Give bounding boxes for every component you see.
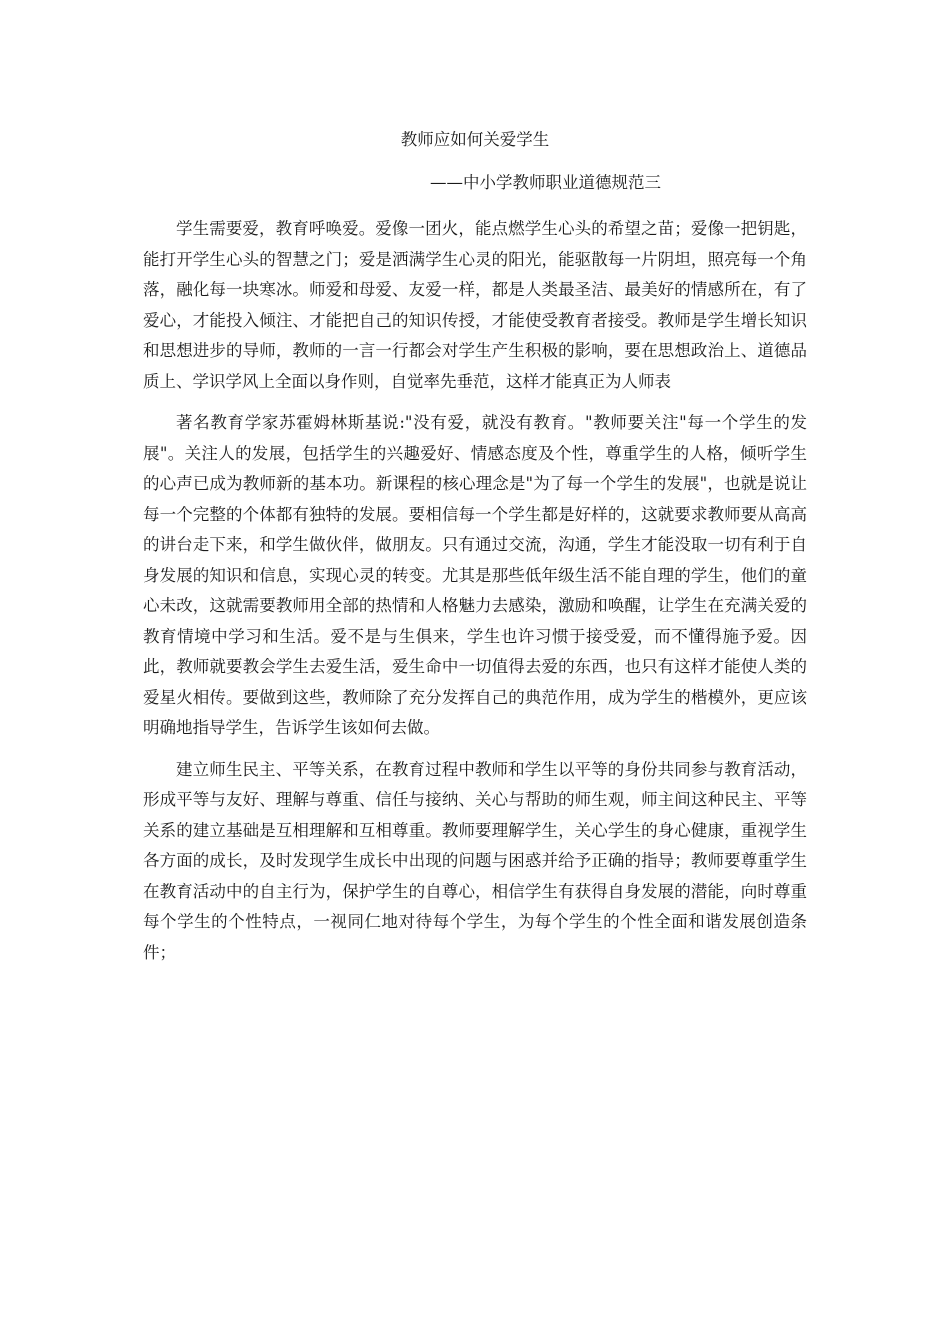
document-title: 教师应如何关爱学生 xyxy=(400,130,550,149)
paragraph-1: 学生需要爱，教育呼唤爱。爱像一团火，能点燃学生心头的希望之苗；爱像一把钥匙，能打开学生心头的智慧之门；爱是洒满学生心灵的阳光，能驱散每一片阴坦，照亮每一个角落，融化每一块寒冰。师爱和母爱、友爱一样，都是人类最圣洁、最美好的情感所在，有了爱心，才能投入倾注、才能把自己的知识传授，才能使受教育者接受。教师是学生增长知识和思想进步的导师，教师的一言一行都会对学生产生积极的影响，要在思想政治上、道德品质上、学识学风上全面以身作则，自觉率先垂范，这样才能真正为人师表 xyxy=(143,219,807,391)
document-body xyxy=(143,214,807,968)
paragraph-2: 著名教育学家苏霍姆林斯基说:"没有爱，就没有教育。"教师要关注"每一个学生的发展"。关注人的发展，包括学生的兴趣爱好、情感态度及个性，尊重学生的人格，倾听学生的心声已成为教师新的基本功。新课程的核心理念是"为了每一个学生的发展"，也就是说让每一个完整的个体都有独特的发展。要相信每一个学生都是好样的，这就要求教师要从高高的讲台走下来，和学生做伙伴，做朋友。只有通过交流，沟通，学生才能没取一切有利于自身发展的知识和信息，实现心灵的转变。尤其是那些低年级生活不能自理的学生，他们的童心未改，这就需要教师用全部的热情和人格魅力去感染，激励和唤醒，让学生在充满关爱的教育情境中学习和生活。爱不是与生俱来，学生也许习惯于接受爱，而不懂得施予爱。因此，教师就要教会学生去爱生活，爱生命中一切值得去爱的东西，也只有这样才能使人类的爱星火相传。要做到这些，教师除了充分发挥自己的典范作用，成为学生的楷模外，更应该明确地指导学生，告诉学生该如何去做。 xyxy=(143,413,807,737)
paragraph-3: 建立师生民主、平等关系，在教育过程中教师和学生以平等的身份共同参与教育活动，形成平等与友好、理解与尊重、信任与接纳、关心与帮助的师生观，师主间这种民主、平等关系的建立基础是互相理解和互相尊重。教师要理解学生，关心学生的身心健康，重视学生各方面的成长，及时发现学生成长中出现的问题与困惑并给予正确的指导；教师要尊重学生在教育活动中的自主行为，保护学生的自尊心，相信学生有获得自身发展的潜能，向时尊重每个学生的个性特点，一视同仁地对待每个学生，为每个学生的个性全面和谐发展创造条件； xyxy=(143,759,807,962)
document-subtitle: ——中小学教师职业道德规范三 xyxy=(430,173,661,192)
